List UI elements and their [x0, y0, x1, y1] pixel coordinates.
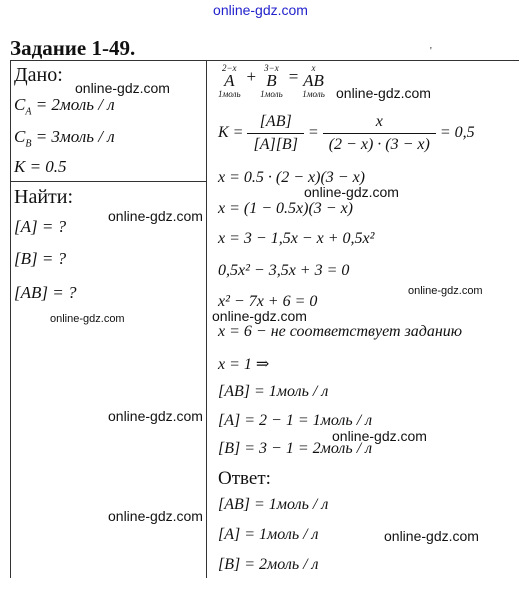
watermark: online-gdz.com	[50, 313, 125, 325]
stray-mark: '	[430, 46, 432, 57]
given-find-divider	[10, 181, 206, 182]
solution-line: x = 0.5 · (2 − x)(3 − x)	[218, 169, 366, 186]
column-divider	[206, 60, 207, 578]
solution-line: [AB] = 1моль / л	[218, 383, 329, 400]
watermark: online-gdz.com	[408, 285, 483, 297]
find-item-ab: [AB] = ?	[14, 283, 77, 302]
frame-top-border	[10, 60, 206, 61]
solution-line: x = 3 − 1,5x − x + 0,5x²	[218, 230, 375, 247]
given-k: K = 0.5	[14, 157, 67, 176]
task-title: Задание 1-49.	[10, 36, 136, 60]
answer-line: [A] = 1моль / л	[218, 526, 319, 543]
solution-line: [B] = 3 − 1 = 2моль / л	[218, 440, 373, 457]
solution-line: x = 1 ⇒	[218, 356, 270, 373]
answer-line: [AB] = 1моль / л	[218, 496, 329, 513]
watermark: online-gdz.com	[108, 208, 203, 224]
watermark: online-gdz.com	[108, 508, 203, 524]
find-item-b: [B] = ?	[14, 249, 67, 268]
given-ca: $C_A$ = 2моль / л	[14, 95, 115, 118]
watermark: online-gdz.com	[212, 308, 307, 324]
watermark: online-gdz.com	[336, 85, 431, 101]
solution-line: x = (1 − 0.5x)(3 − x)	[218, 200, 354, 217]
watermark: online-gdz.com	[108, 408, 203, 424]
frame-top-border-right	[206, 60, 519, 61]
watermark: online-gdz.com	[332, 428, 427, 444]
solution-line: [A] = 2 − 1 = 1моль / л	[218, 412, 373, 429]
watermark: online-gdz.com	[304, 184, 399, 200]
watermark: online-gdz.com	[384, 528, 479, 544]
site-header: online-gdz.com	[213, 2, 308, 18]
find-item-a: [A] = ?	[14, 217, 67, 236]
reaction-equation: 2−x A 1моль + 3−x B 1моль = x AB 1моль	[218, 63, 325, 99]
find-heading: Найти:	[14, 186, 74, 208]
solution-line: x = 6 − не соответствует заданию	[218, 323, 463, 340]
answer-line: [B] = 2моль / л	[218, 556, 319, 573]
watermark: online-gdz.com	[75, 80, 170, 96]
solution-line: 0,5x² − 3,5x + 3 = 0	[218, 262, 350, 279]
k-expression: K = $\frac{[AB]}{[A][B]}$ = $\frac{x}{(2 - x) \cdot (3 - x)}$ = 0,5	[218, 113, 475, 153]
given-cb: $C_B$ = 3моль / л	[14, 127, 115, 150]
frame-left-border	[10, 60, 11, 578]
solution-line: x² − 7x + 6 = 0	[218, 293, 318, 310]
given-heading: Дано:	[14, 64, 63, 86]
answer-heading: Ответ:	[218, 468, 271, 489]
